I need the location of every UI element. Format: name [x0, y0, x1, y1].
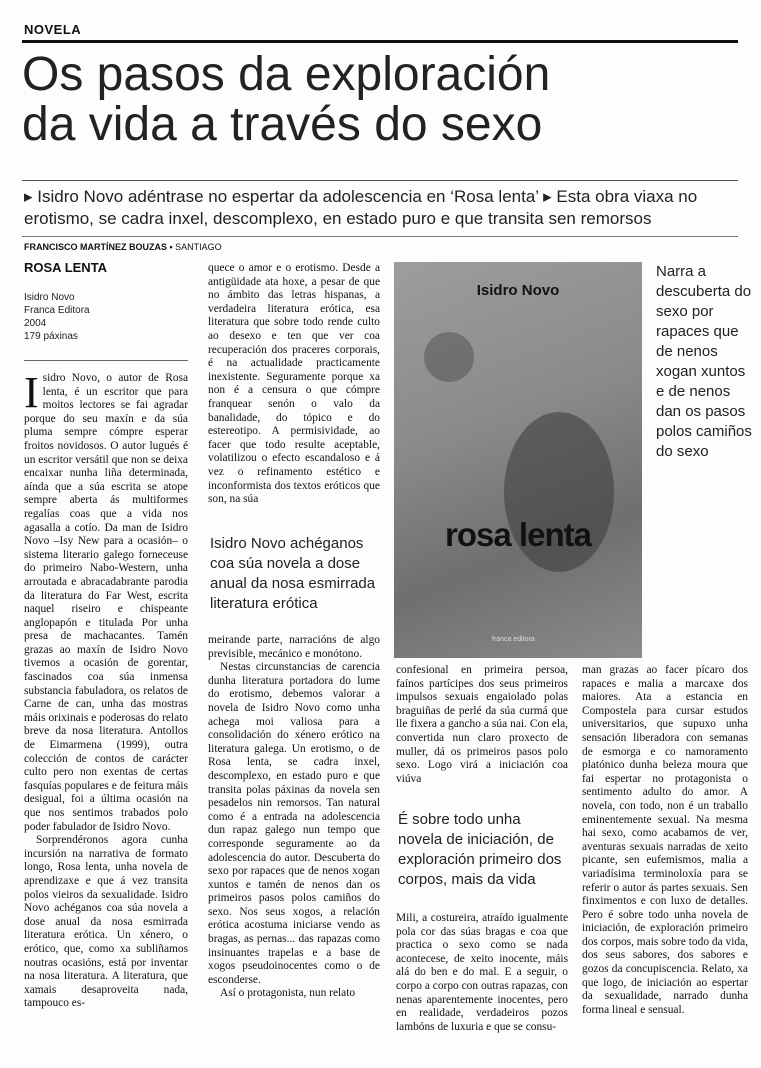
col2-top-text: quece o amor e o erotismo. Desde a antigüidade ata hoxe, a pesar de que no ámbito das letras hispanas, a verdadeira literatura erótica, esa literatura que sobre todo rende culto ao desexo e ten que ver coa recuperación dos praceres corporais, é na actualidade practicamente inexistente. Seguramente porque xa non é a censura o que cómpre franquear senón o valo da banalidade, do tópico e do estereotipo. A permisividade, ao facer que todo resulte aceptable, volatilizou o efecto escandaloso e á vez o refinamento estético e inconformista dos textos eróticos que son, na súa — [208, 262, 380, 506]
headline — [22, 50, 738, 150]
headline-rule — [22, 180, 738, 181]
pull-quote-2: É sobre todo unha novela de iniciación, de exploración primeiro dos corpos, mais da vida — [398, 811, 562, 888]
col1-paragraph-2: Sorprendéronos agora cunha incursión na narrativa de formato longo, Rosa lenta, unha novela de aprendizaxe e que á vez transita polos vieiros da sexualidade. Isidro Novo achéganos coa súa novela a dose anual da nosa esmirrada literatura erótica. Un xénero, o erótico, que, como xa subliñamos noutras ocasións, está por inventar na nosa literatura. A literatura, que xamais desaproveita nada, tampouco es- — [24, 834, 188, 1010]
drop-cap: I — [24, 372, 39, 417]
column-3-top — [396, 664, 568, 804]
column-1 — [24, 372, 188, 1062]
infobox-rule — [24, 360, 188, 361]
deck: ▸ Isidro Novo adéntrase no espertar da adolescencia en ‘Rosa lenta’ ▸ Esta obra viaxa no erotismo, se cadra inxel, descomplexo, en estado puro e que transita sen remorsos — [24, 187, 698, 228]
col2-paragraph-1: meirande parte, narracións de algo previsible, mecánico e monótono. — [208, 634, 380, 660]
infobox-title: ROSA LENTA — [24, 260, 108, 275]
byline-location: SANTIAGO — [175, 242, 222, 252]
cover-title: rosa lenta — [445, 516, 591, 553]
book-cover-image — [394, 262, 642, 658]
section-label: NOVELA — [24, 22, 82, 37]
byline — [24, 242, 222, 252]
infobox-year: 2004 — [24, 318, 47, 329]
infobox-pages: 179 páxinas — [24, 331, 78, 342]
col4-text: man grazas ao facer pícaro dos rapaces e malia a marcaxe dos maiores. Ata a estancia en Compostela para cursar estudos universitarios, que supuxo unha sensación liberadora con semanas de esmorga e co namoramento platónico dunha beleza moura que fai espertar no protagonista o sentimento adulto do amor. A novela, con todo, non é un traballo eminentemente sexual. Na mesma hai sexo, como acabamos de ver, aventuras sexuais narradas de xeito picante, sen eufemismos, malia a variadísima terminoloxía para se referir o autor ás partes sexuais. Sen finximentos e con luxo de detalles. Pero é sobre todo unha novela de iniciación, de exploración primeiro dos corpos, mais sobre todo da vida, dos seus sabores, dos sabores e gozos da concupiscencia. Relato, xa que logo, de iniciación ao espertar da sexualidade, narrado dunha forma lineal e sensual. — [582, 664, 748, 1016]
infobox-author: Isidro Novo — [24, 292, 75, 303]
infobox-publisher: Franca Editora — [24, 305, 90, 316]
cover-decoration — [424, 332, 474, 382]
byline-sep: • — [167, 242, 176, 252]
col3-top-text: confesional en primeira persoa, faínos partícipes dos seus primeiros impulsos sexuais engaiolado polas braguiñas de perlé da súa curmá que lle fixera a gancho a súa nai. Con ela, convertida nun claro proxecto de muller, dá os primeiros pasos polo sexo. Logo virá a iniciación coa viúva — [396, 664, 568, 785]
headline-line-2: da vida a través do sexo — [22, 98, 543, 151]
cover-author: Isidro Novo — [476, 282, 560, 299]
column-2-top — [208, 262, 380, 522]
column-3-bottom — [396, 912, 568, 1062]
col1-paragraph-1: sidro Novo, o autor de Rosa lenta, é un escritor que para moitos lectores se fai agradar porque do seu maxín e da súa pluma sempre cómpre esperar froitos novidosos. O autor lugués é un escritor versátil que non se deixa encaixar nunha liña determinada, aínda que a súa escrita se atope sempre aberta ás multiformes regalías coas que a vida nos agasalla a cotío. Da man de Isidro Novo –Isy New para a ocasión– o sistema literario galego forneceuse do primeiro Nabo-Western, unha arroutada e abracadabrante parodia da literatura do Far West, escrita naquel riseiro e chispeante anglopapón e titulada Por unha presa de machacantes. Tamén grazas ao maxín de Isidro Novo tivemos a ocasión de gorentar, fascinados coa súa inmensa substancia fabuladora, os relatos de Carne de can, unha das mostras máis orixinais e poderosas do relato breve da nosa literatura. Antollos de Eimarmena (1999), outra colección de contos de carácter culto pero non exentas de certas fasquías populares e de feitura máis desigual, foi a última ocasión na que nos sentimos trabados polo poder fabulador de Isidro Novo. — [24, 372, 188, 833]
side-pull-quote: Narra a descuberta do sexo por rapaces que de nenos xogan xuntos e de nenos dan os pasos polos camiños do sexo — [656, 263, 752, 460]
pull-quote-1: Isidro Novo achéganos coa súa novela a dose anual da nosa esmirrada literatura erótica — [210, 535, 376, 612]
col2-paragraph-2: Nestas circunstancias de carencia dunha literatura portadora do lume do erotismo, debemos valorar a novela de Isidro Novo como unha achega moi valiosa para a consolidación do xénero erótico na literatura galega. Un erotismo, o de Rosa lenta, se cadra inxel, descomplexo, en estado puro e que transita polas páxinas da novela sen pesadelos nin remorsos. Tan natural como é a entrada na adolescencia dun rapaz galego nun tempo que corresponde seguramente ao da adolescencia do autor. Descuberta do sexo por rapaces que de nenos xogan xuntos e tamén de nenos dan os primeiros pasos polos camiños do sexo. Nos seus xogos, a relación erótica acostuma iniciarse vendo as bragas, as pernas... das rapazas como insinuantes trapelas e a base de xogos pseudoinocentes como o de esconderse. — [208, 661, 380, 986]
column-4 — [582, 664, 748, 1064]
deck-rule — [22, 236, 738, 237]
cover-publisher: franca editora — [492, 636, 535, 643]
top-rule — [22, 40, 738, 43]
col3-bottom-text: Mili, a costureira, atraído igualmente pola cor das súas bragas e coa que practica o sexo como se nada acontecese, de xeito inocente, máis alá do ben e do mal. E a seguir, o corpo a corpo con outras rapazas, con nenas aparentemente inocentes, pero en realidade, verdadeiros pozos lambóns de luxuria e que se consu- — [396, 912, 568, 1033]
col2-paragraph-3: Así o protagonista, nun relato — [220, 987, 356, 1000]
byline-author: FRANCISCO MARTÍNEZ BOUZAS — [24, 242, 167, 252]
headline-line-1: Os pasos da exploración — [22, 48, 551, 101]
column-2-bottom — [208, 634, 380, 1064]
